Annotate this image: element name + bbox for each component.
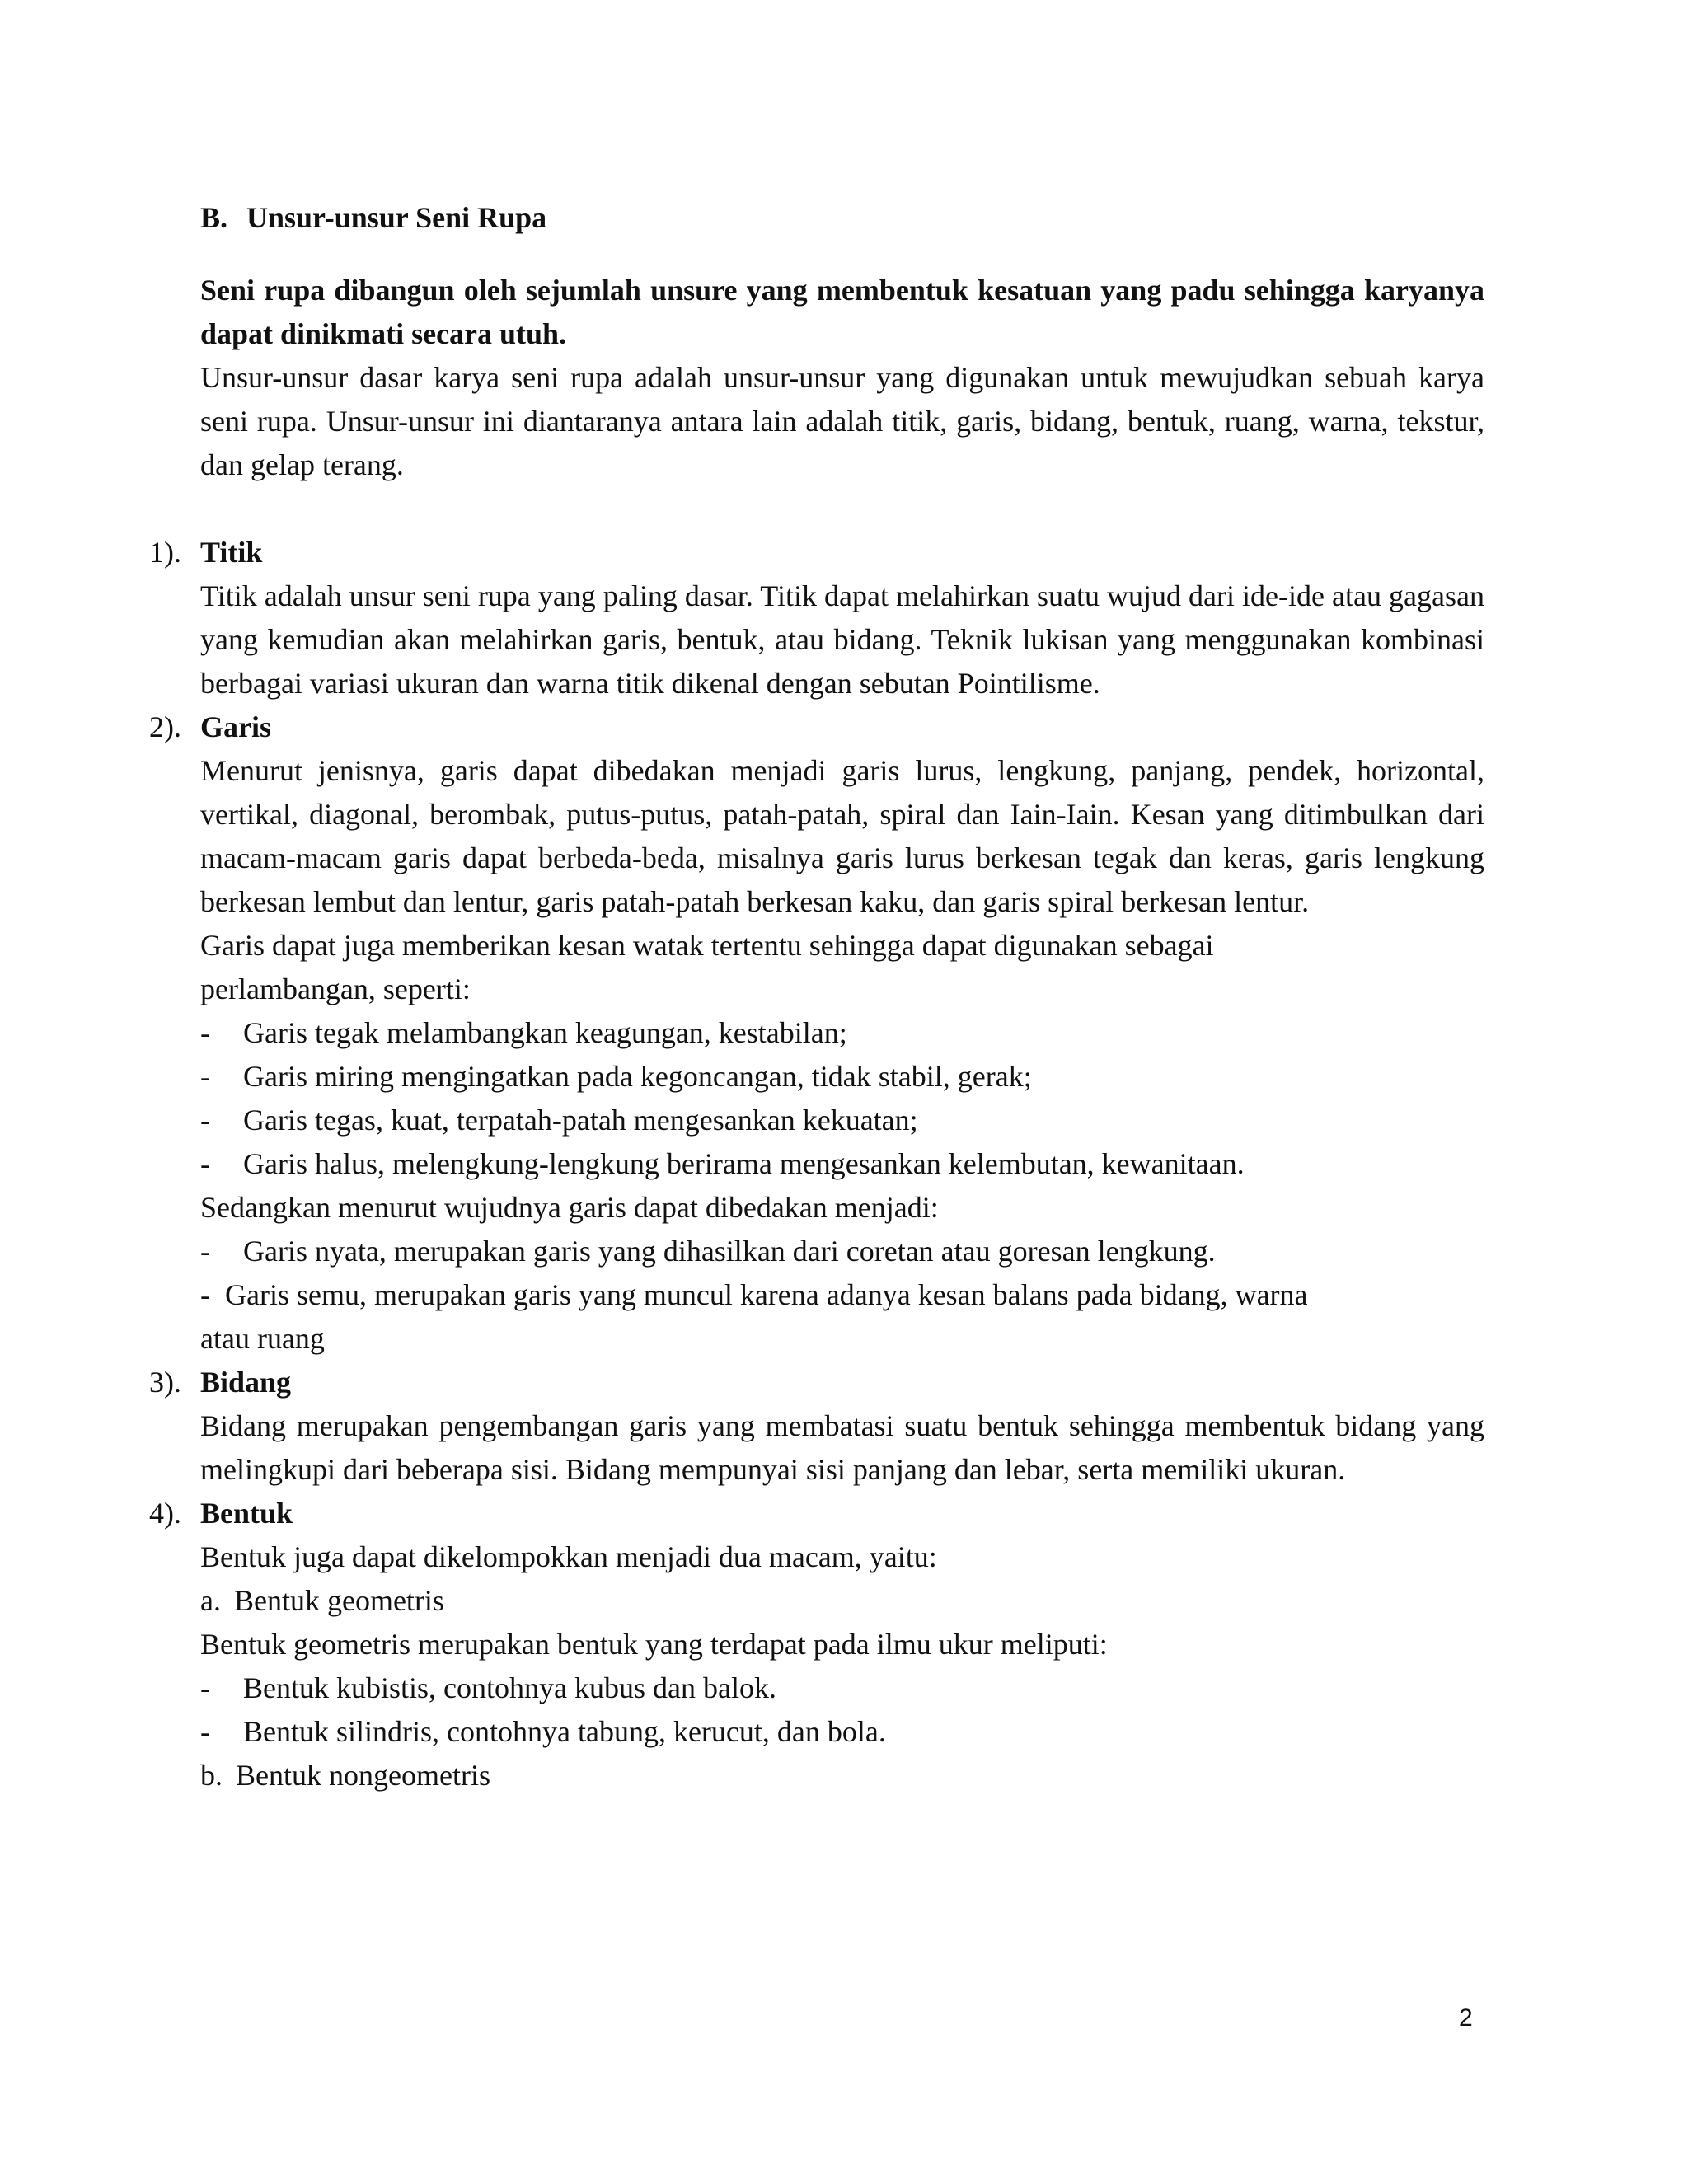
subsection-letter: b. bbox=[200, 1759, 223, 1792]
subsection-letter: a. bbox=[200, 1584, 221, 1617]
intro-paragraph: Unsur-unsur dasar karya seni rupa adalah unsur-unsur yang digunakan untuk mewujudkan sebuah karya seni rupa. Unsur-unsur ini diantaranya antara lain adalah titik, garis, bidang, bentuk, ruang, warna, tekstur, dan gelap terang. bbox=[200, 361, 1484, 481]
section-number: 4). bbox=[149, 1497, 181, 1530]
section-heading bbox=[200, 196, 1484, 240]
list-item bbox=[200, 1273, 1484, 1317]
section-title-text: Bentuk bbox=[200, 1497, 293, 1530]
heading-letter: B. bbox=[200, 201, 228, 234]
list-item-text: Garis tegas, kuat, terpatah-patah mengesankan kekuatan; bbox=[243, 1104, 918, 1137]
dash-bullet: - bbox=[200, 1715, 210, 1748]
dash-bullet: - bbox=[200, 1147, 210, 1180]
dash-bullet: - bbox=[200, 1235, 210, 1268]
section-body: Bidang merupakan pengembangan garis yang membatasi suatu bentuk sehingga membentuk bidang yang melingkupi dari beberapa sisi. Bidang mempunyai sisi panjang dan lebar, serta memiliki ukuran. bbox=[200, 1409, 1484, 1486]
list-item-text: Bentuk kubistis, contohnya kubus dan balok. bbox=[243, 1671, 776, 1704]
list-item bbox=[200, 1142, 1484, 1186]
dash-bullet: - bbox=[200, 1016, 210, 1049]
dash-bullet: - bbox=[200, 1278, 210, 1311]
dash-bullet: - bbox=[200, 1060, 210, 1093]
section-bentuk bbox=[149, 1492, 1484, 1797]
section-title-text: Titik bbox=[200, 536, 263, 569]
subsection-body: Bentuk geometris merupakan bentuk yang terdapat pada ilmu ukur meliputi: bbox=[200, 1628, 1108, 1661]
list-item bbox=[200, 1011, 1484, 1055]
list-item bbox=[200, 1230, 1484, 1273]
intro-bold-paragraph: Seni rupa dibangun oleh sejumlah unsure yang membentuk kesatuan yang padu sehingga karyanya dapat dinikmati secara utuh. bbox=[200, 274, 1484, 350]
section-body-line: Garis dapat juga memberikan kesan watak tertentu sehingga dapat digunakan sebagai bbox=[200, 929, 1214, 962]
section-garis bbox=[149, 705, 1484, 1361]
section-title-text: Bidang bbox=[200, 1366, 292, 1399]
list-item-text: Garis halus, melengkung-lengkung berirama mengesankan kelembutan, kewanitaan. bbox=[243, 1147, 1245, 1180]
subsection-title: Bentuk geometris bbox=[233, 1584, 444, 1617]
section-title bbox=[149, 705, 1484, 749]
page-number: 2 bbox=[1459, 2004, 1473, 2032]
dash-bullet: - bbox=[200, 1671, 210, 1704]
list-item bbox=[200, 1666, 1484, 1710]
section-number: 1). bbox=[149, 536, 181, 569]
section-body: Menurut jenisnya, garis dapat dibedakan menjadi garis lurus, lengkung, panjang, pendek, horizontal, vertikal, diagonal, berombak, putus-putus, patah-patah, spiral dan Iain-Iain. Kesan yang ditimbulkan dari macam-macam garis dapat berbeda-beda, misalnya garis lurus berkesan tegak dan keras, garis lengkung berkesan lembut dan lentur, garis patah-patah berkesan kaku, dan garis spiral berkesan lentur. bbox=[200, 754, 1484, 918]
subsection-label bbox=[200, 1754, 1484, 1797]
section-body: Bentuk juga dapat dikelompokkan menjadi dua macam, yaitu: bbox=[200, 1540, 937, 1573]
section-body: Titik adalah unsur seni rupa yang paling dasar. Titik dapat melahirkan suatu wujud dari ide-ide atau gagasan yang kemudian akan melahirkan garis, bentuk, atau bidang. Teknik lukisan yang menggunakan kombinasi berbagai variasi ukuran dan warna titik dikenal dengan sebutan Pointilisme. bbox=[200, 579, 1484, 700]
section-body-line: Sedangkan menurut wujudnya garis dapat dibedakan menjadi: bbox=[200, 1191, 939, 1224]
list-item-text: Garis semu, merupakan garis yang muncul karena adanya kesan balans pada bidang, warna bbox=[225, 1278, 1308, 1311]
list-item-continuation: atau ruang bbox=[200, 1322, 325, 1355]
spacer bbox=[200, 487, 1484, 531]
subsection-label bbox=[200, 1579, 1484, 1623]
heading-title: Unsur-unsur Seni Rupa bbox=[246, 201, 547, 234]
list-item-text: Garis nyata, merupakan garis yang dihasilkan dari coretan atau goresan lengkung. bbox=[243, 1235, 1216, 1268]
dash-bullet: - bbox=[200, 1104, 210, 1137]
list-item-text: Garis tegak melambangkan keagungan, kestabilan; bbox=[243, 1016, 847, 1049]
list-item-text: Garis miring mengingatkan pada kegoncangan, tidak stabil, gerak; bbox=[243, 1060, 1032, 1093]
section-body-line: perlambangan, seperti: bbox=[200, 972, 471, 1005]
section-number: 2). bbox=[149, 710, 181, 743]
list-item bbox=[200, 1710, 1484, 1754]
section-title bbox=[149, 1361, 1484, 1404]
section-title bbox=[149, 1492, 1484, 1535]
section-number: 3). bbox=[149, 1366, 181, 1399]
section-bidang bbox=[149, 1361, 1484, 1492]
page-content bbox=[149, 196, 1484, 1797]
list-item bbox=[200, 1055, 1484, 1099]
section-titik bbox=[149, 531, 1484, 705]
section-title bbox=[149, 531, 1484, 574]
subsection-title: Bentuk nongeometris bbox=[236, 1759, 490, 1792]
list-item-text: Bentuk silindris, contohnya tabung, kerucut, dan bola. bbox=[243, 1715, 886, 1748]
section-title-text: Garis bbox=[200, 710, 271, 743]
list-item bbox=[200, 1099, 1484, 1142]
